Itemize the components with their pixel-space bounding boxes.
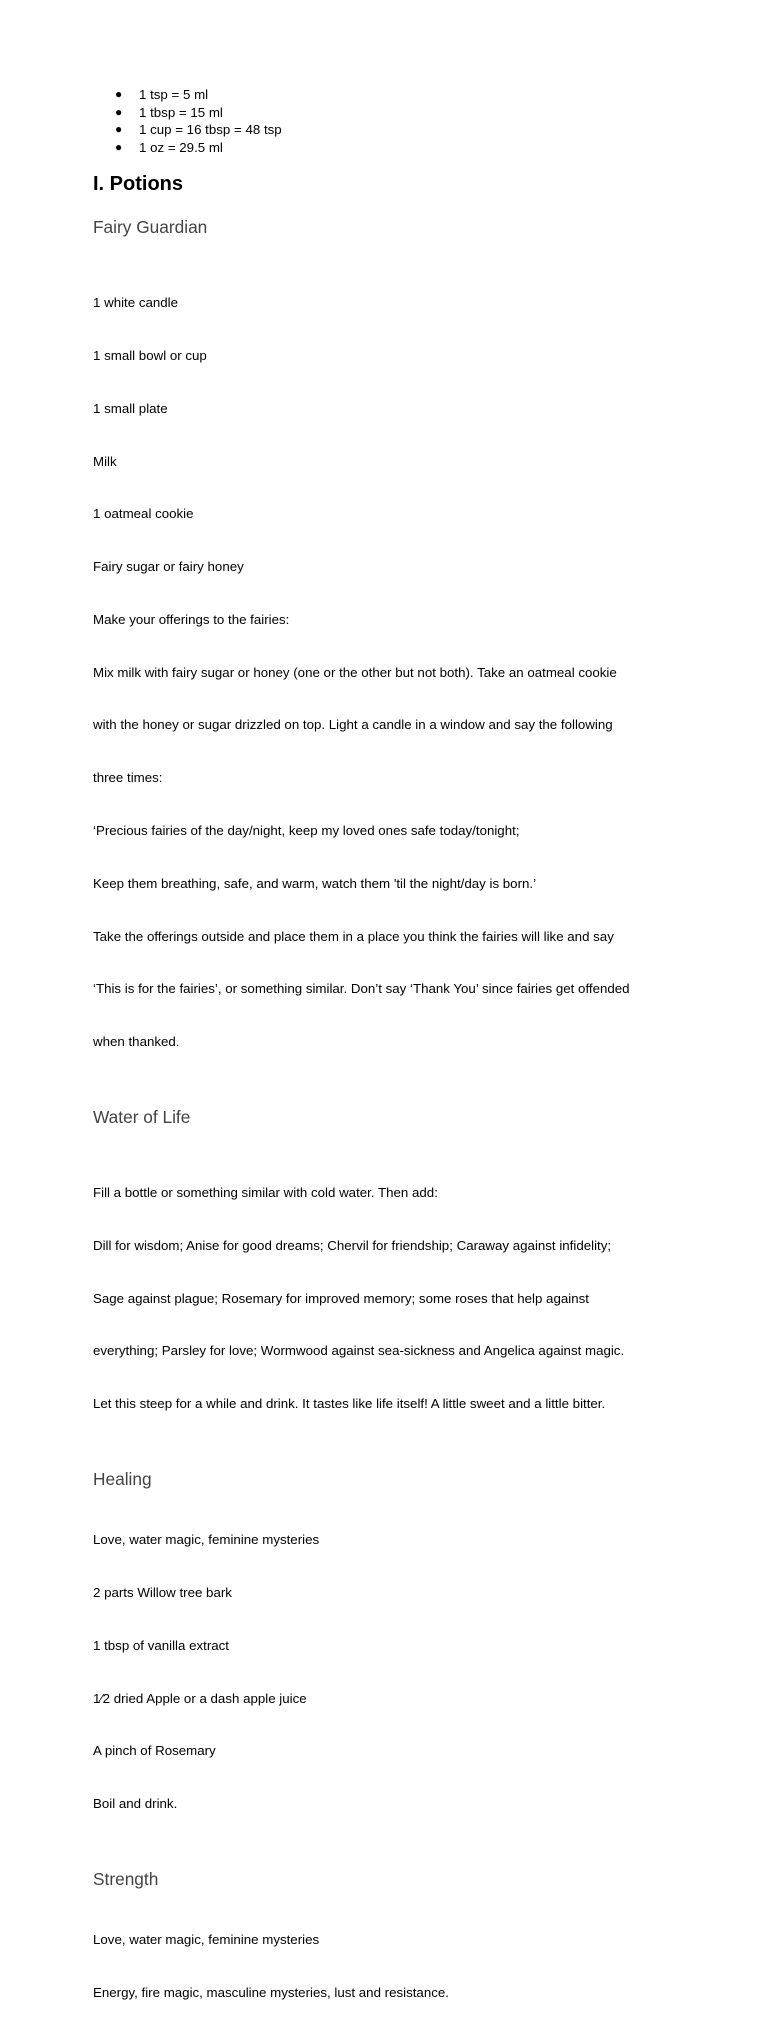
recipe-line: when thanked. (93, 1034, 180, 1050)
recipe-line: Let this steep for a while and drink. It tastes like life itself! A little sweet and a little bitter. (93, 1396, 606, 1412)
bullet-icon: ● (115, 122, 123, 136)
recipe-line: everything; Parsley for love; Wormwood against sea-sickness and Angelica against magic. (93, 1343, 625, 1359)
recipe-line: Boil and drink. (93, 1796, 178, 1812)
recipe-line: 1 small bowl or cup (93, 347, 207, 363)
recipe-body-healing (93, 1496, 693, 1848)
recipe-line: Mix milk with fairy sugar or honey (one or the other but not both). Take an oatmeal cookie (93, 664, 617, 680)
recipe-line: 1 small plate (93, 400, 168, 416)
recipe-line: three times: (93, 770, 163, 786)
recipe-line: Sage against plague; Rosemary for improved memory; some roses that help against (93, 1290, 589, 1306)
recipe-body-fairy-guardian (93, 259, 693, 1086)
recipe-line: ‘This is for the fairies’, or something similar. Don’t say ‘Thank You’ since fairies get offended (93, 981, 630, 997)
recipe-title-fairy-guardian: Fairy Guardian (93, 217, 208, 237)
recipe-line: 2 parts Willow tree bark (93, 1584, 232, 1600)
bullet-icon: ● (115, 104, 123, 119)
recipe-body-strength (93, 1896, 693, 2037)
document-page (93, 86, 693, 2037)
recipe-line: Fairy sugar or fairy honey (93, 559, 244, 575)
recipe-line: with the honey or sugar drizzled on top. Light a candle in a window and say the following (93, 717, 613, 733)
recipe-line: Dill for wisdom; Anise for good dreams; Chervil for friendship; Caraway against infidelity; (93, 1237, 612, 1253)
recipe-line: 1 white candle (93, 295, 179, 311)
recipe-line: Energy, fire magic, masculine mysteries, lust and resistance. (93, 1984, 449, 2000)
conversion-text: 1 oz = 29.5 ml (139, 139, 223, 155)
list-item (93, 86, 693, 104)
bullet-icon: ● (115, 139, 123, 154)
recipe-line: 1⁄2 dried Apple or a dash apple juice (93, 1690, 307, 1706)
list-item (93, 121, 693, 139)
recipe-line: Milk (93, 453, 117, 469)
recipe-line: ‘Precious fairies of the day/night, keep my loved ones safe today/tonight; (93, 823, 520, 838)
recipe-line: 1 tbsp of vanilla extract (93, 1637, 229, 1653)
recipe-title-water-of-life: Water of Life (93, 1106, 191, 1127)
recipe-line: Love, water magic, feminine mysteries (93, 1932, 320, 1948)
recipe-title-strength: Strength (93, 1868, 159, 1889)
conversion-list (93, 86, 693, 156)
recipe-body-water-of-life (93, 1149, 693, 1448)
recipe-line: Make your offerings to the fairies: (93, 611, 290, 627)
recipe-line: Love, water magic, feminine mysteries (93, 1532, 320, 1548)
list-item (93, 139, 693, 157)
section-heading: I. Potions (93, 173, 183, 195)
recipe-line: 1 oatmeal cookie (93, 506, 194, 522)
conversion-text: 1 cup = 16 tbsp = 48 tsp (139, 122, 282, 137)
conversion-text: 1 tsp = 5 ml (139, 87, 209, 102)
recipe-line: A pinch of Rosemary (93, 1743, 216, 1759)
bullet-icon: ● (115, 87, 123, 101)
list-item (93, 104, 693, 122)
recipe-line: Keep them breathing, safe, and warm, watch them 'til the night/day is born.’ (93, 875, 537, 891)
recipe-line: Take the offerings outside and place them in a place you think the fairies will like and say (93, 928, 614, 944)
conversion-text: 1 tbsp = 15 ml (139, 104, 223, 120)
recipe-title-healing: Healing (93, 1469, 152, 1489)
recipe-line: Fill a bottle or something similar with cold water. Then add: (93, 1185, 438, 1201)
